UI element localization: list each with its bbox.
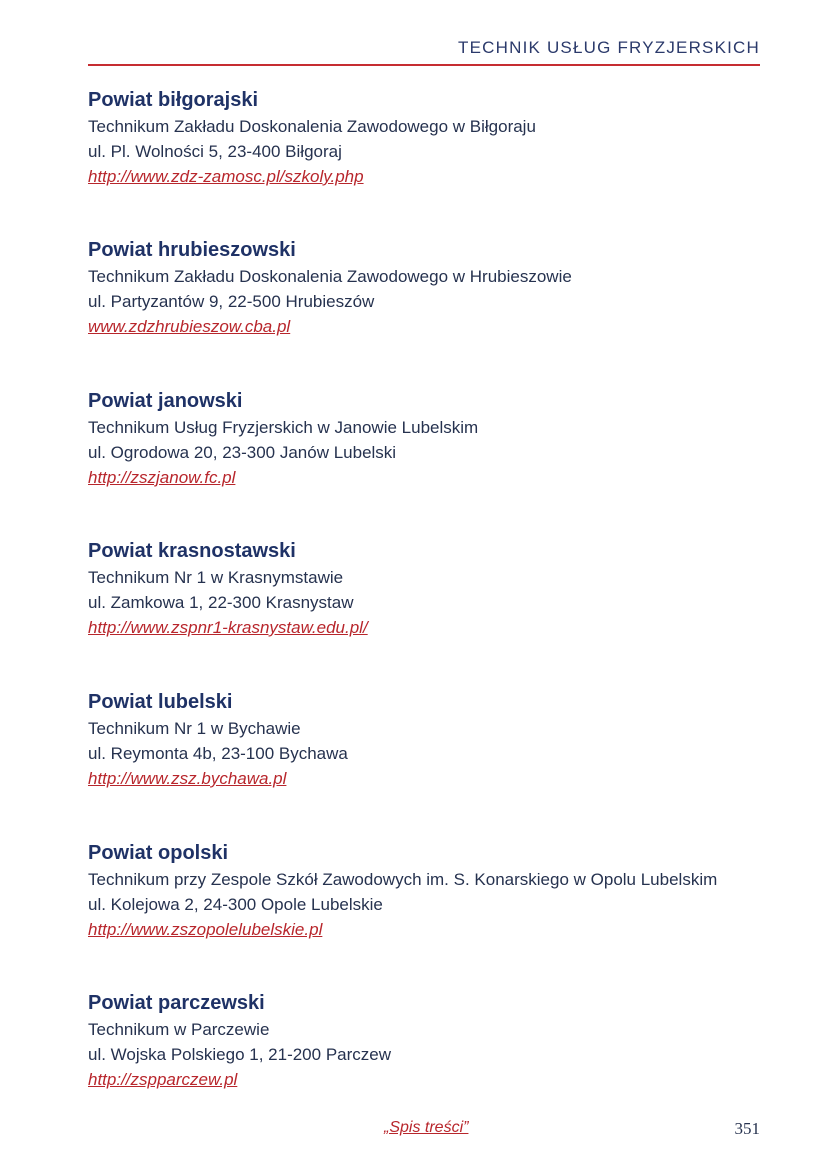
school-website-link[interactable]: http://www.zszopolelubelskie.pl [88,920,323,939]
entry-lubelski [88,688,768,791]
school-address: ul. Pl. Wolności 5, 23-400 Biłgoraj [88,142,342,161]
school-address: ul. Ogrodowa 20, 23-300 Janów Lubelski [88,443,397,462]
table-of-contents-link[interactable]: „Spis treści” [384,1119,469,1136]
school-address: ul. Wojska Polskiego 1, 21-200 Parczew [88,1045,392,1064]
entry-parczewski [88,989,768,1092]
school-website-link[interactable]: http://zspparczew.pl [88,1070,238,1089]
entry-title: Powiat parczewski [88,992,265,1014]
entry-janowski [88,387,768,490]
school-address: ul. Partyzantów 9, 22-500 Hrubieszów [88,292,375,311]
school-address: ul. Reymonta 4b, 23-100 Bychawa [88,744,348,763]
entry-krasnostawski [88,537,768,640]
entry-title: Powiat opolski [88,842,229,864]
running-header: TECHNIK USŁUG FRYZJERSKICH [458,38,760,57]
school-name: Technikum Zakładu Doskonalenia Zawodowego w Hrubieszowie [88,267,572,286]
entry-title: Powiat hrubieszowski [88,239,296,261]
entry-bilgorajski [88,86,768,189]
school-address: ul. Kolejowa 2, 24-300 Opole Lubelskie [88,895,383,914]
school-website-link[interactable]: www.zdzhrubieszow.cba.pl [88,317,291,336]
school-website-link[interactable]: http://www.zspnr1-krasnystaw.edu.pl/ [88,618,368,637]
school-name: Technikum Zakładu Doskonalenia Zawodowego w Biłgoraju [88,117,536,136]
school-website-link[interactable]: http://zszjanow.fc.pl [88,468,236,487]
school-name: Technikum Nr 1 w Krasnymstawie [88,568,344,587]
school-name: Technikum przy Zespole Szkół Zawodowych im. S. Konarskiego w Opolu Lubelskim [88,870,718,889]
school-website-link[interactable]: http://www.zsz.bychawa.pl [88,769,287,788]
school-website-link[interactable]: http://www.zdz-zamosc.pl/szkoly.php [88,167,364,186]
header-divider [88,64,760,66]
entry-title: Powiat lubelski [88,691,233,713]
school-name: Technikum w Parczewie [88,1020,270,1039]
school-name: Technikum Nr 1 w Bychawie [88,719,301,738]
entry-title: Powiat janowski [88,390,243,412]
entry-hrubieszowski [88,236,768,339]
entry-title: Powiat krasnostawski [88,540,296,562]
entry-title: Powiat biłgorajski [88,89,259,111]
page-number: 351 [734,1119,760,1138]
school-name: Technikum Usług Fryzjerskich w Janowie Lubelskim [88,418,479,437]
school-address: ul. Zamkowa 1, 22-300 Krasnystaw [88,593,354,612]
entry-opolski [88,839,768,942]
